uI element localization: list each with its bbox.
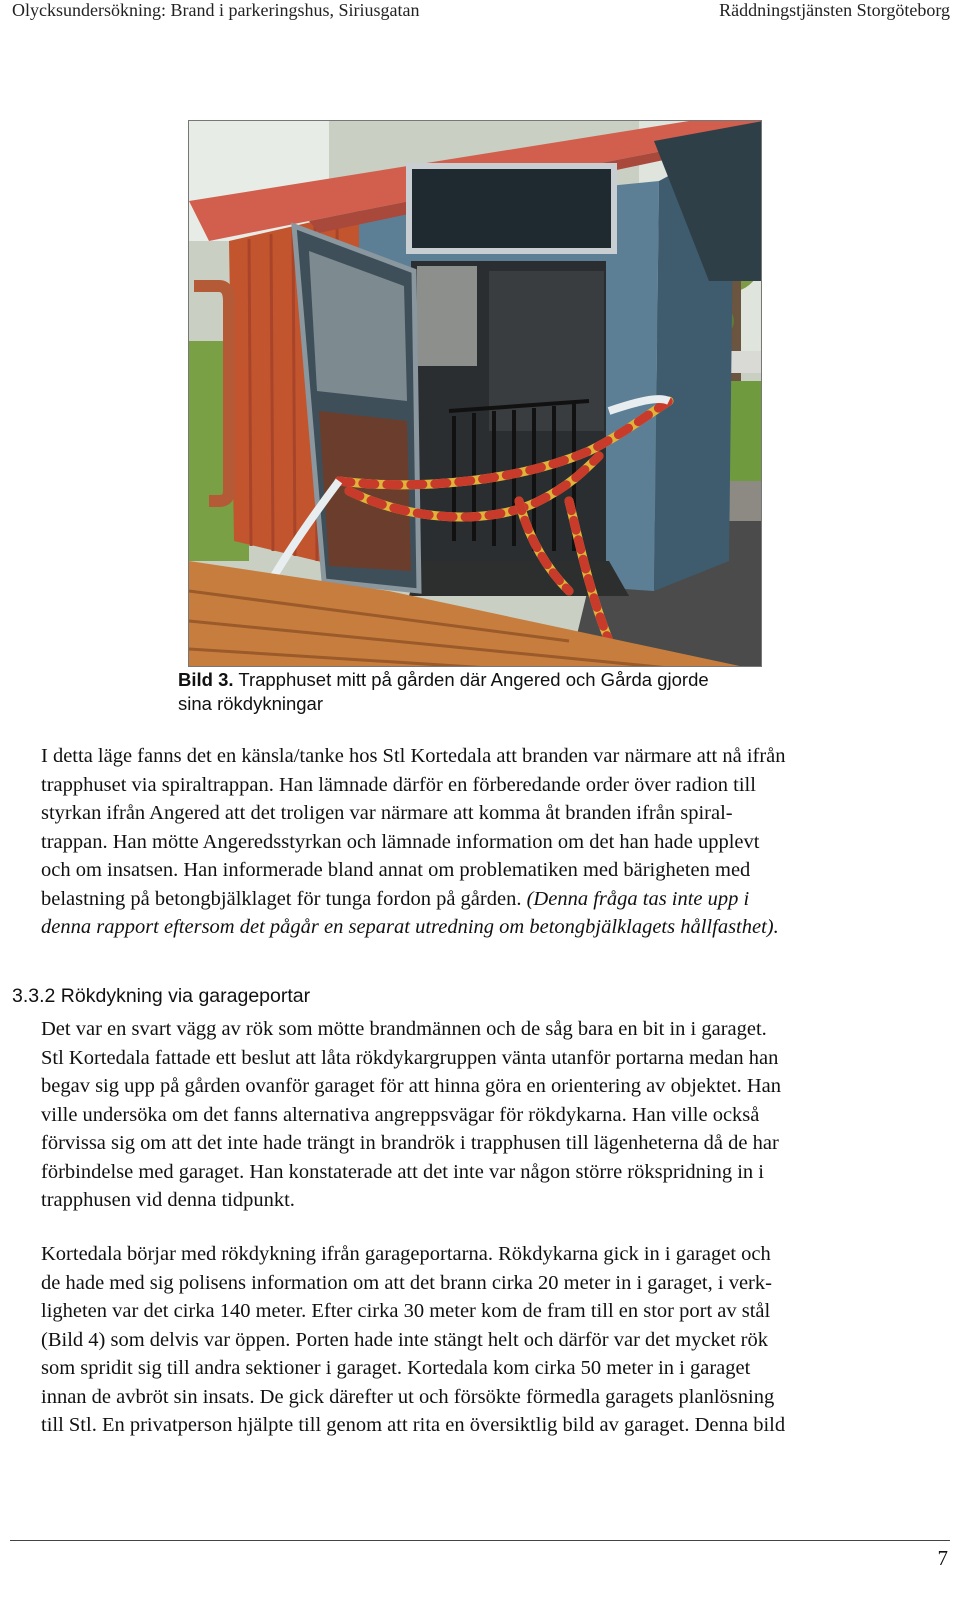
paragraph-2-line: Det var en svart vägg av rök som mötte brandmännen och de såg bara en bit in i garaget. <box>41 1018 767 1040</box>
paragraph-3-line: som spridit sig till andra sektioner i garaget. Kortedala kom cirka 50 meter in i garaget <box>41 1357 751 1379</box>
caption-label: Bild 3. <box>178 669 234 690</box>
paragraph-1-line: och om insatsen. Han informerade bland annat om problematiken med bärigheten med <box>41 859 751 881</box>
paragraph-3-line: de hade med sig polisens information om att det brann cirka 20 meter in i garaget, i verk- <box>41 1271 772 1294</box>
paragraph-3-line: Kortedala börjar med rökdykning ifrån garageportarna. Rökdykarna gick in i garaget och <box>41 1243 771 1265</box>
paragraph-2-line: ville undersöka om det fanns alternativa angreppsvägar för rökdykarna. Han ville också <box>41 1103 760 1126</box>
caption-text-line-1: Trapphuset mitt på gården där Angered och Gårda gjorde <box>238 669 709 690</box>
section-title: Rökdykning via garageportar <box>60 985 311 1007</box>
section-heading <box>12 985 310 1008</box>
paragraph-3-line: innan de avbröt sin insats. De gick därefter ut och försökte förmedla garagets planlösning <box>41 1385 775 1408</box>
caption-text-line-2: sina rökdykningar <box>178 693 323 714</box>
figure-caption <box>178 668 778 716</box>
paragraph-1-line: trappan. Han mötte Angeredsstyrkan och lämnade information om det han hade upplevt <box>41 830 760 853</box>
paragraph-1-line: I detta läge fanns det en känsla/tanke hos Stl Kortedala att branden var närmare att nå ifrån <box>41 745 786 767</box>
paragraph-1-line: belastning på betongbjälklaget för tunga fordon på gården. <box>41 887 522 910</box>
paragraph-3-line: ligheten var det cirka 140 meter. Efter cirka 30 meter kom de fram till en stor port av stål <box>41 1300 771 1322</box>
section-number: 3.3.2 <box>12 985 56 1007</box>
paragraph-1-line: trapphuset via spiraltrappan. Han lämnade därför en förberedande order över radion till <box>41 773 756 796</box>
paragraph-2-line: Stl Kortedala fattade ett beslut att låta rökdykargruppen vänta utanför portarna medan han <box>41 1046 779 1069</box>
running-header-title: Olycksundersökning: Brand i parkeringshus, Siriusgatan <box>12 0 420 20</box>
page-number: 7 <box>937 1546 948 1570</box>
paragraph-3 <box>41 1240 941 1440</box>
paragraph-2-line: förvissa sig om att det inte hade trängt in brandrök i trapphusen till lägenheterna då de har <box>41 1132 779 1154</box>
paragraph-2-line: förbindelse med garaget. Han konstaterade att det inte var någon större rökspridning in i <box>41 1160 764 1183</box>
paragraph-1-line: styrkan ifrån Angered att det troligen var närmare att komma åt branden ifrån spiral- <box>41 802 733 824</box>
paragraph-1-italic-note: (Denna fråga tas inte upp i <box>526 887 750 910</box>
stairwell-photo <box>188 120 762 667</box>
paragraph-2 <box>41 1015 941 1215</box>
running-header-organization: Räddningstjänsten Storgöteborg <box>719 0 950 20</box>
paragraph-2-line: begav sig upp på gården ovanför garaget för att hinna göra en orientering av objektet. Han <box>41 1075 782 1097</box>
paragraph-1-italic-note: denna rapport eftersom det pågår en separat utredning om betongbjälklagets hållfasthet). <box>41 916 779 938</box>
footer-divider <box>10 1540 950 1541</box>
paragraph-2-line: trapphusen vid denna tidpunkt. <box>41 1189 295 1211</box>
paragraph-3-line: (Bild 4) som delvis var öppen. Porten hade inte stängt helt och därför var det mycket rök <box>41 1328 768 1351</box>
paragraph-3-line: till Stl. En privatperson hjälpte till genom att rita en översiktlig bild av garaget. Denna bild <box>41 1414 786 1436</box>
paragraph-1 <box>41 742 941 942</box>
